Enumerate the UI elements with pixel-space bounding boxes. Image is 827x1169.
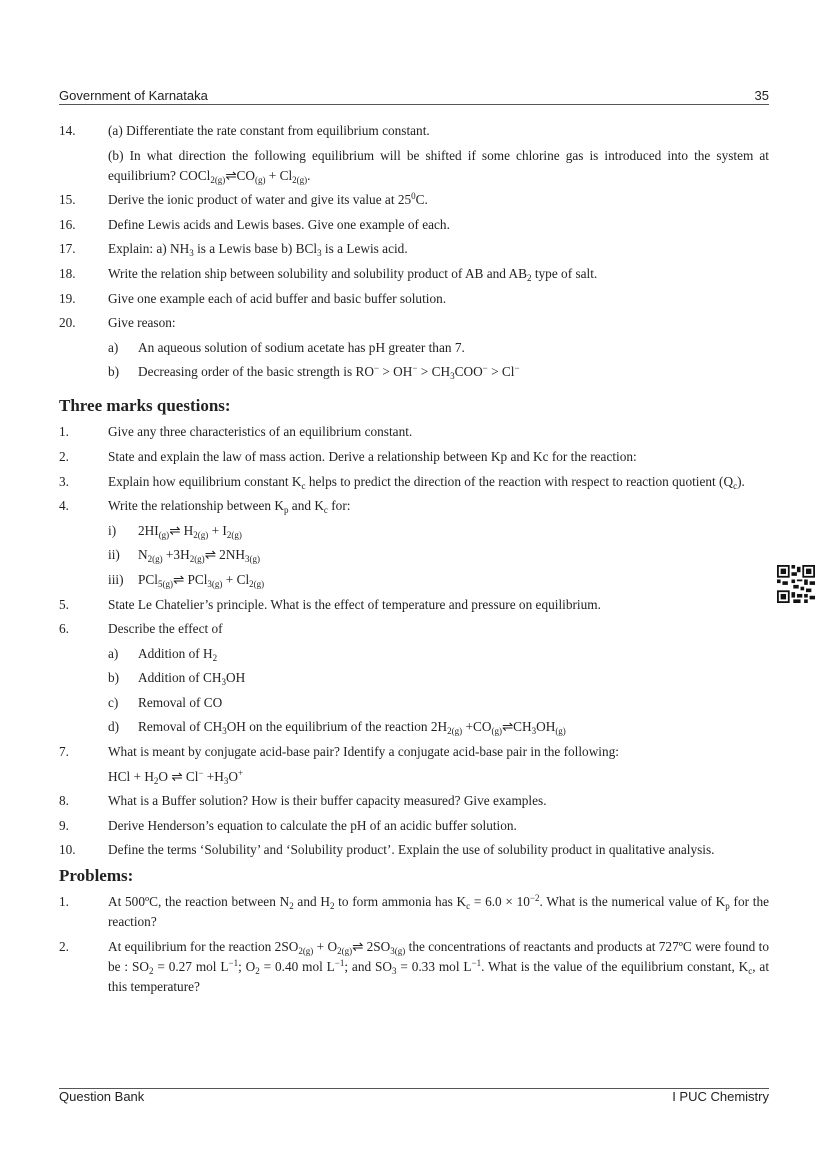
three-marks-q4-i: i) $2HI_{(g)}\rightleftharpoons$ $H_{2(g)} + I_{2(g)}$ [108,522,242,540]
question-14a: 14. (a) Differentiate the rate constant from equilibrium constant. [59,123,430,138]
three-marks-q2: 2. State and explain the law of mass action. Derive a relationship between Kp and Kc for the reaction: [59,448,637,464]
three-marks-q9: 9. Derive Henderson’s equation to calculate the pH of an acidic buffer solution. [59,817,517,833]
problem-2: 2. At equilibrium for the reaction $2SO_{2(g)}$ + $O_{2(g)}\rightleftharpoons$ $2SO_{3(g)}$ the concentrations of reactants and products at 727ºC were found to be : $SO_2 = 0.27$ mol $L^{-1}$; $O_2 = 0.40$ mol $L^{-1}$; and $SO_3 = 0.33$ mol $L^{-1}$. What is the value of the equilibrium constant, $K_c$, at this temperature? [59,939,770,995]
question-list [59,121,769,1002]
three-marks-q4: 4. Write the relationship between $K_p$ and $K_c$ for: [59,498,351,516]
question-20b: b) Decreasing order of the basic strength is $RO^- > OH^- > CH_3COO^- > Cl^-$ [108,363,520,382]
page-header [59,88,769,105]
three-marks-q6-a: a) Addition of $H_2$ [108,645,218,663]
problem-1: 1. At 500ºC, the reaction between $N_2$ and $H_2$ to form ammonia has $K_c = 6.0 \times 10^{-2}$. What is the numerical value of $K_p$ for the reaction? [59,893,769,930]
page-footer [59,1088,769,1112]
three-marks-q4-ii: ii) $N_{2(g)}$ $+3H_{2(g)}\rightleftharpoons$ $2NH_{3(g)}$ [108,547,261,565]
three-marks-q1: 1. Give any three characteristics of an equilibrium constant. [59,424,413,440]
question-20a: a) An aqueous solution of sodium acetate has pH greater than 7. [108,339,465,355]
header-title: Government of Karnataka [59,88,208,103]
qr-code-icon [777,565,815,603]
three-marks-q7-equation: HCl + $H_2O$ ⇌ $Cl^- +H_3O^+$ [108,767,244,786]
question-18: 18. Write the relation ship between solubility and solubility product of AB and $AB_2$ type of salt. [59,265,598,283]
footer-left: Question Bank [59,1089,145,1104]
question-15: 15. Derive the ionic product of water and give its value at $25^0C$. [59,191,428,208]
three-marks-q6: 6. Describe the effect of [59,621,223,637]
question-20: 20. Give reason: [59,315,176,331]
section-heading-three-marks: Three marks questions: [59,396,231,416]
three-marks-q6-b: b) Addition of $CH_3OH$ [108,670,246,688]
three-marks-q5: 5. State Le Chatelier’s principle. What is the effect of temperature and pressure on equilibrium. [59,596,601,612]
three-marks-q3: 3. Explain how equilibrium constant $K_c$ helps to predict the direction of the reaction with respect to reaction quotient $(Q_c)$. [59,473,745,491]
three-marks-q4-iii: iii) PCl$_{5(g)}$⇌ $PCl_{3(g)} + Cl_{2(g)}$ [108,571,265,589]
three-marks-q6-d: d) Removal of $CH_3OH$ on the equilibrium of the reaction $2H_{2(g)}$ $+CO_{(g)}\rightleftharpoons CH_3OH_{(g)}$ [108,719,566,737]
section-heading-problems: Problems: [59,866,134,886]
three-marks-q7: 7. What is meant by conjugate acid-base pair? Identify a conjugate acid-base pair in the following: [59,744,619,760]
question-16: 16. Define Lewis acids and Lewis bases. Give one example of each. [59,216,450,232]
three-marks-q8: 8. What is a Buffer solution? How is their buffer capacity measured? Give examples. [59,793,547,809]
three-marks-q10: 10. Define the terms ‘Solubility’ and ‘Solubility product’. Explain the use of solubility product in qualitative analysis. [59,842,715,858]
question-19: 19. Give one example each of acid buffer and basic buffer solution. [59,290,447,306]
question-17: 17. Explain: a) $NH_3$ is a Lewis base b) BCl$_3$ is a Lewis acid. [59,241,408,259]
three-marks-q6-c: c) Removal of CO [108,694,223,710]
page-number: 35 [754,88,769,103]
footer-right: I PUC Chemistry [672,1089,769,1104]
question-14b: (b) In what direction the following equilibrium will be shifted if some chlorine gas is introduced into the system at equilibrium? $COCl_{2(g)}\rightleftharpoons CO_{(g)} + Cl_{2(g)}$. [108,147,769,185]
